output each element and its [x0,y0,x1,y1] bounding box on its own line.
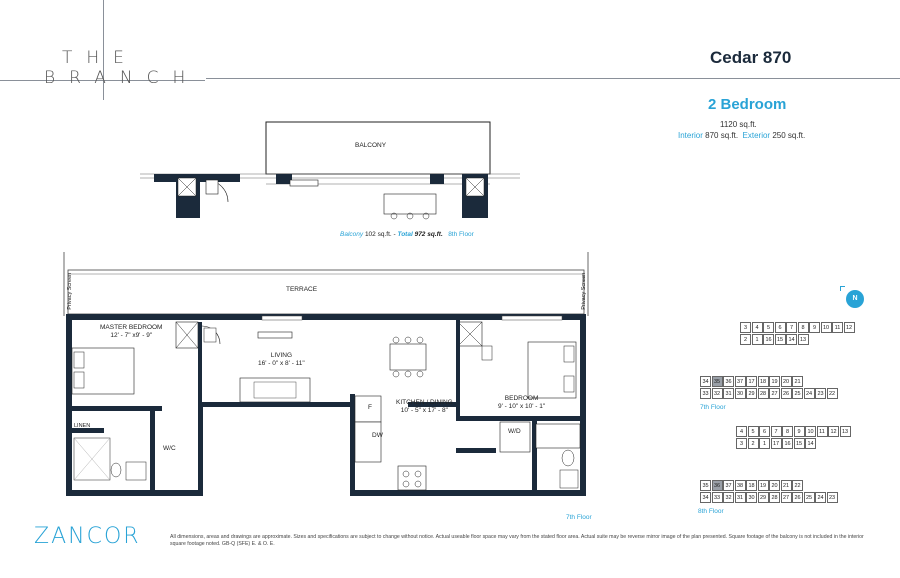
balcony-label: BALCONY [355,142,387,149]
caption-balcony-value: 102 sq.ft. - [364,231,396,238]
bedroom-label [498,395,545,411]
keyplan-unit: 12 [828,426,839,437]
keyplan-unit: 6 [759,426,770,437]
keyplan-unit: 33 [712,492,723,503]
keyplan-unit: 26 [781,388,792,399]
keyplan-unit: 36 [723,376,734,387]
exterior-label: Exterior [742,131,771,140]
keyplan-unit: 10 [805,426,816,437]
keyplan-unit: 17 [771,438,782,449]
keyplan-unit: 4 [752,322,763,333]
developer-name: ZANCOR [34,524,141,549]
keyplan-unit: 37 [723,480,734,491]
north-arrow-line [840,286,845,291]
keyplan-unit: 15 [794,438,805,449]
keyplan-unit: 25 [792,388,803,399]
terrace-label: TERRACE [286,286,318,293]
keyplan-unit: 3 [740,322,751,333]
north-indicator [846,290,864,308]
keyplan-unit: 13 [840,426,851,437]
linen-label: LINEN [74,423,91,429]
keyplan-unit: 19 [769,376,780,387]
keyplan-unit: 21 [792,376,803,387]
living-name: LIVING [270,352,293,359]
keyplan-unit: 14 [805,438,816,449]
keyplan-unit: 18 [758,376,769,387]
keyplan-unit: 1 [759,438,770,449]
keyplan-unit: 8 [782,426,793,437]
keyplan-unit: 38 [735,480,746,491]
keyplan-unit: 17 [746,376,757,387]
suite-total-area: 1120 sq.ft. [720,120,757,129]
keyplan-unit: 6 [775,322,786,333]
header-rule [206,78,900,79]
keyplan-unit: 9 [794,426,805,437]
master-bedroom-name: MASTER BEDROOM [100,324,163,331]
developer-logo [34,524,141,549]
north-label: N [852,295,858,302]
keyplan-unit: 27 [781,492,792,503]
keyplan-unit: 30 [746,492,757,503]
living-label [258,352,305,368]
keyplan-unit: 16 [782,438,793,449]
kitchen-name: KITCHEN / DINING [396,399,453,406]
interior-label: Interior [678,131,703,140]
keyplan-unit: 19 [758,480,769,491]
keyplan-unit: 14 [786,334,797,345]
privacy-screen-right: Privacy Screen [581,272,588,310]
fridge-label: F [368,404,372,411]
keyplan-unit: 23 [815,388,826,399]
keyplan-unit: 13 [798,334,809,345]
keyplan-unit: 30 [735,388,746,399]
keyplan-unit: 28 [769,492,780,503]
keyplan-unit: 31 [723,388,734,399]
keyplan-unit: 18 [746,480,757,491]
keyplan-unit: 32 [712,388,723,399]
keyplan-unit: 35 [712,376,723,387]
kitchen-label [396,399,453,415]
keyplan-unit: 32 [723,492,734,503]
caption-floor: 8th Floor [448,231,474,238]
keyplan-unit: 2 [748,438,759,449]
suite-type: 2 Bedroom [708,96,787,113]
keyplan-unit: 5 [763,322,774,333]
washer-dryer-label: W/D [508,428,521,435]
keyplan-unit: 3 [736,438,747,449]
keyplan-unit: 20 [769,480,780,491]
brand-name-top: THE [62,48,138,68]
keyplan-8th-label: 8th Floor [698,508,724,515]
dishwasher-label: DW [372,432,383,439]
keyplan-unit: 24 [815,492,826,503]
keyplan-unit: 35 [700,480,711,491]
keyplan-unit: 10 [821,322,832,333]
keyplan-unit: 9 [809,322,820,333]
balcony-caption [340,231,474,239]
balcony-plan [140,118,520,228]
keyplan-unit: 16 [763,334,774,345]
keyplan-unit: 15 [775,334,786,345]
keyplan-unit: 12 [844,322,855,333]
bedroom-name: BEDROOM [504,395,539,402]
keyplan-unit: 1 [752,334,763,345]
keyplan-unit: 25 [804,492,815,503]
keyplan-unit: 37 [735,376,746,387]
keyplan-unit: 33 [700,388,711,399]
keyplan-unit: 4 [736,426,747,437]
keyplan-unit: 26 [792,492,803,503]
keyplan-unit: 7 [786,322,797,333]
suite-area-breakdown [678,131,805,140]
keyplan-unit: 22 [827,388,838,399]
keyplan-unit: 5 [748,426,759,437]
keyplan-unit: 2 [740,334,751,345]
keyplan-8th [700,426,870,506]
wic-label: W/C [163,445,176,452]
bedroom-dim: 9' - 10" x 10' - 1" [498,402,546,410]
interior-value: 870 sq.ft. [705,131,739,140]
keyplan-unit: 31 [735,492,746,503]
keyplan-unit: 36 [712,480,723,491]
keyplan-unit: 22 [792,480,803,491]
caption-total-label: Total [397,231,413,238]
keyplan-unit: 11 [832,322,843,333]
keyplan-unit: 7 [771,426,782,437]
master-bedroom-dim: 12' - 7" x9' - 9" [110,331,153,339]
keyplan-unit: 34 [700,376,711,387]
brand-name-bottom: BRANCH [44,68,200,88]
keyplan-unit: 21 [781,480,792,491]
keyplan-unit: 28 [758,388,769,399]
keyplan-unit: 29 [746,388,757,399]
living-dim: 16' - 0" x 8' - 11" [258,359,305,367]
keyplan-unit: 20 [781,376,792,387]
keyplan-unit: 29 [758,492,769,503]
keyplan-7th-label: 7th Floor [700,404,726,411]
suite-name: Cedar 870 [710,48,792,67]
caption-balcony-label: Balcony [340,231,364,238]
privacy-screen-left: Privacy Screen [67,272,74,310]
keyplan-7th [700,322,870,402]
keyplan-unit: 27 [769,388,780,399]
master-bedroom-label [100,324,162,340]
keyplan-unit: 8 [798,322,809,333]
disclaimer: All dimensions, areas and drawings are approximate. Sizes and specifications are subject to change without notice. Actual useable floor space may vary from the stated floor area. Actual suite may be reverse mirror image of the plan presented. Square footage of the balcony is not included in the interior square footage noted. GB-Q (SFE) E. & O. E. [170,534,864,548]
keyplan-unit: 23 [827,492,838,503]
plan-floor-label: 7th Floor [566,514,592,521]
keyplan-unit: 34 [700,492,711,503]
exterior-value: 250 sq.ft. [772,131,806,140]
floor-plan [62,252,592,500]
kitchen-dim: 10' - 5" x 17' - 8" [400,406,448,414]
keyplan-unit: 11 [817,426,828,437]
keyplan-unit: 24 [804,388,815,399]
caption-total-value: 972 sq.ft. [414,231,443,238]
